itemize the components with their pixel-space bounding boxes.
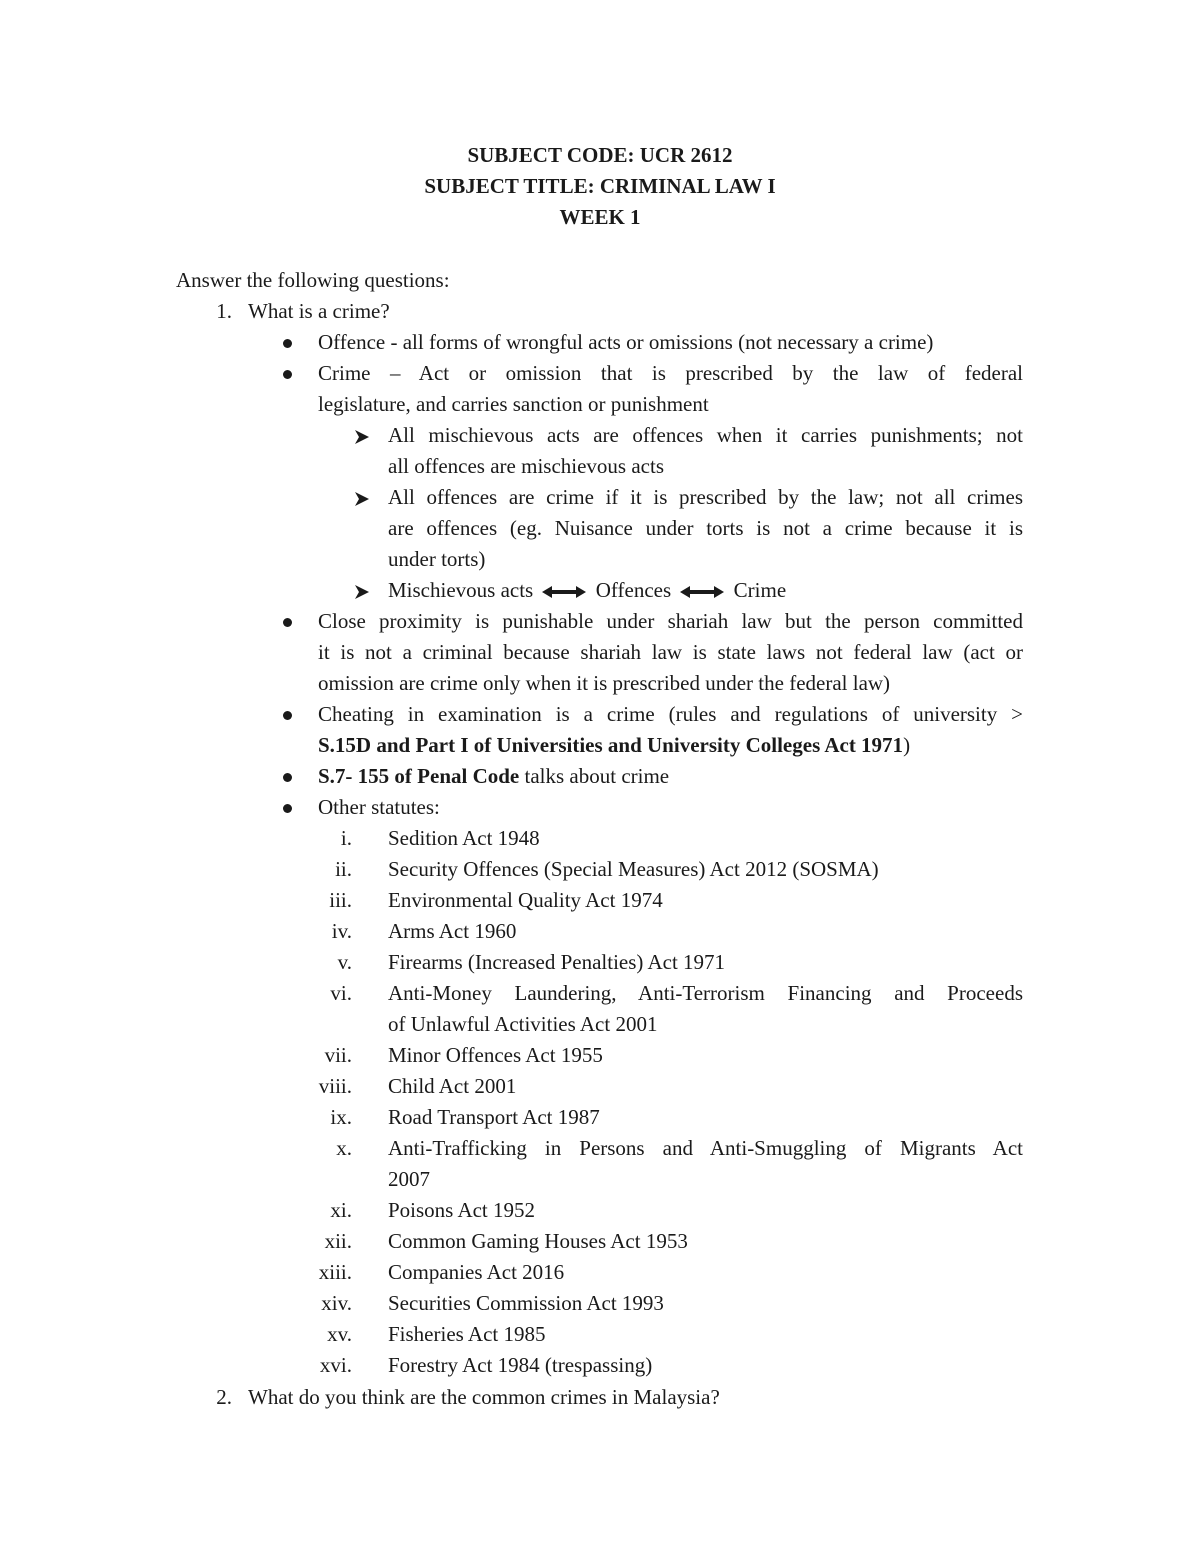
- statute-item: Poisons Act 1952: [388, 1198, 536, 1222]
- arrow-item-1-line1: All mischievous acts are offences when it carries punishments; not: [388, 423, 1023, 447]
- statute-item: Road Transport Act 1987: [388, 1105, 600, 1129]
- statute-number: v.: [337, 950, 352, 974]
- mischievous-acts-label: Mischievous acts: [388, 578, 534, 602]
- statute-number: iii.: [329, 888, 352, 912]
- statute-number: ii.: [335, 857, 352, 881]
- arrow-bullet-icon: [354, 429, 370, 445]
- bullet-crime-line1: Crime – Act or omission that is prescribed by the law of federal: [318, 361, 1023, 385]
- statute-item: Forestry Act 1984 (trespassing): [388, 1353, 653, 1377]
- q1-number: 1.: [216, 299, 232, 323]
- statute-item: Firearms (Increased Penalties) Act 1971: [388, 950, 726, 974]
- bullet-proximity-line2: it is not a criminal because shariah law is state laws not federal law (act or: [318, 640, 1023, 664]
- bullet-penal-code: [318, 761, 669, 792]
- statute-item: Environmental Quality Act 1974: [388, 888, 663, 912]
- statute-item: Arms Act 1960: [388, 919, 517, 943]
- offences-label: Offences: [595, 578, 672, 602]
- statute-number: xv.: [327, 1322, 352, 1346]
- statute-number: x.: [336, 1136, 352, 1160]
- statute-number: xiv.: [321, 1291, 352, 1315]
- statute-item: Fisheries Act 1985: [388, 1322, 546, 1346]
- arrow-item-3: [388, 575, 786, 606]
- cheating-close-paren: ): [903, 733, 911, 757]
- statute-item: Sedition Act 1948: [388, 826, 540, 850]
- penal-code-reference: S.7- 155 of Penal Code: [318, 764, 520, 788]
- arrow-bullet-icon: [354, 584, 370, 600]
- statute-item: Security Offences (Special Measures) Act 2012 (SOSMA): [388, 857, 879, 881]
- bullet-icon: [283, 773, 292, 782]
- bullet-icon: [283, 618, 292, 627]
- statute-number: iv.: [331, 919, 352, 943]
- bullet-proximity-line1: Close proximity is punishable under shariah law but the person committed: [318, 609, 1023, 633]
- bullet-offence: Offence - all forms of wrongful acts or omissions (not necessary a crime): [318, 330, 934, 354]
- week-label: WEEK 1: [559, 205, 641, 229]
- arrow-item-1-line2: all offences are mischievous acts: [388, 454, 665, 478]
- bullet-icon: [283, 711, 292, 720]
- statute-number: xii.: [324, 1229, 352, 1253]
- crime-label: Crime: [733, 578, 787, 602]
- subject-title: SUBJECT TITLE: CRIMINAL LAW I: [424, 174, 776, 198]
- bullet-cheating-line2: [318, 730, 910, 761]
- double-arrow-icon: [542, 586, 586, 598]
- subject-code: SUBJECT CODE: UCR 2612: [467, 143, 733, 167]
- statute-item: Minor Offences Act 1955: [388, 1043, 603, 1067]
- bullet-crime-line2: legislature, and carries sanction or punishment: [318, 392, 709, 416]
- bullet-icon: [283, 804, 292, 813]
- arrow-item-2-line2: are offences (eg. Nuisance under torts is not a crime because it is: [388, 516, 1023, 540]
- statute-number: i.: [340, 826, 352, 850]
- bullet-cheating-line1: Cheating in examination is a crime (rules and regulations of university >: [318, 702, 1023, 726]
- instruction: Answer the following questions:: [176, 268, 450, 292]
- statute-item-continued: 2007: [388, 1167, 430, 1191]
- statute-item: Common Gaming Houses Act 1953: [388, 1229, 688, 1253]
- bullet-proximity-line3: omission are crime only when it is prescribed under the federal law): [318, 671, 891, 695]
- statute-item: Child Act 2001: [388, 1074, 517, 1098]
- statute-item: Securities Commission Act 1993: [388, 1291, 664, 1315]
- cheating-act-reference: S.15D and Part I of Universities and University Colleges Act 1971: [318, 733, 904, 757]
- statute-number: ix.: [330, 1105, 352, 1129]
- statute-number: xvi.: [319, 1353, 352, 1377]
- bullet-icon: [283, 339, 292, 348]
- double-arrow-icon: [680, 586, 724, 598]
- statute-item: Companies Act 2016: [388, 1260, 565, 1284]
- statute-item: Anti-Trafficking in Persons and Anti-Smuggling of Migrants Act: [388, 1136, 1023, 1160]
- statute-number: xi.: [330, 1198, 352, 1222]
- bullet-icon: [283, 370, 292, 379]
- q2-number: 2.: [216, 1385, 232, 1409]
- bullet-other-statutes: Other statutes:: [318, 795, 440, 819]
- statute-item-continued: of Unlawful Activities Act 2001: [388, 1012, 658, 1036]
- arrow-bullet-icon: [354, 491, 370, 507]
- arrow-item-2-line3: under torts): [388, 547, 486, 571]
- arrow-item-2-line1: All offences are crime if it is prescribed by the law; not all crimes: [388, 485, 1023, 509]
- q1-text: What is a crime?: [248, 299, 390, 323]
- statute-item: Anti-Money Laundering, Anti-Terrorism Financing and Proceeds: [388, 981, 1023, 1005]
- statute-number: xiii.: [318, 1260, 352, 1284]
- q2-text: What do you think are the common crimes in Malaysia?: [248, 1385, 720, 1409]
- statute-number: vii.: [324, 1043, 352, 1067]
- statute-number: viii.: [318, 1074, 352, 1098]
- penal-code-rest: talks about crime: [519, 764, 670, 788]
- statute-number: vi.: [330, 981, 352, 1005]
